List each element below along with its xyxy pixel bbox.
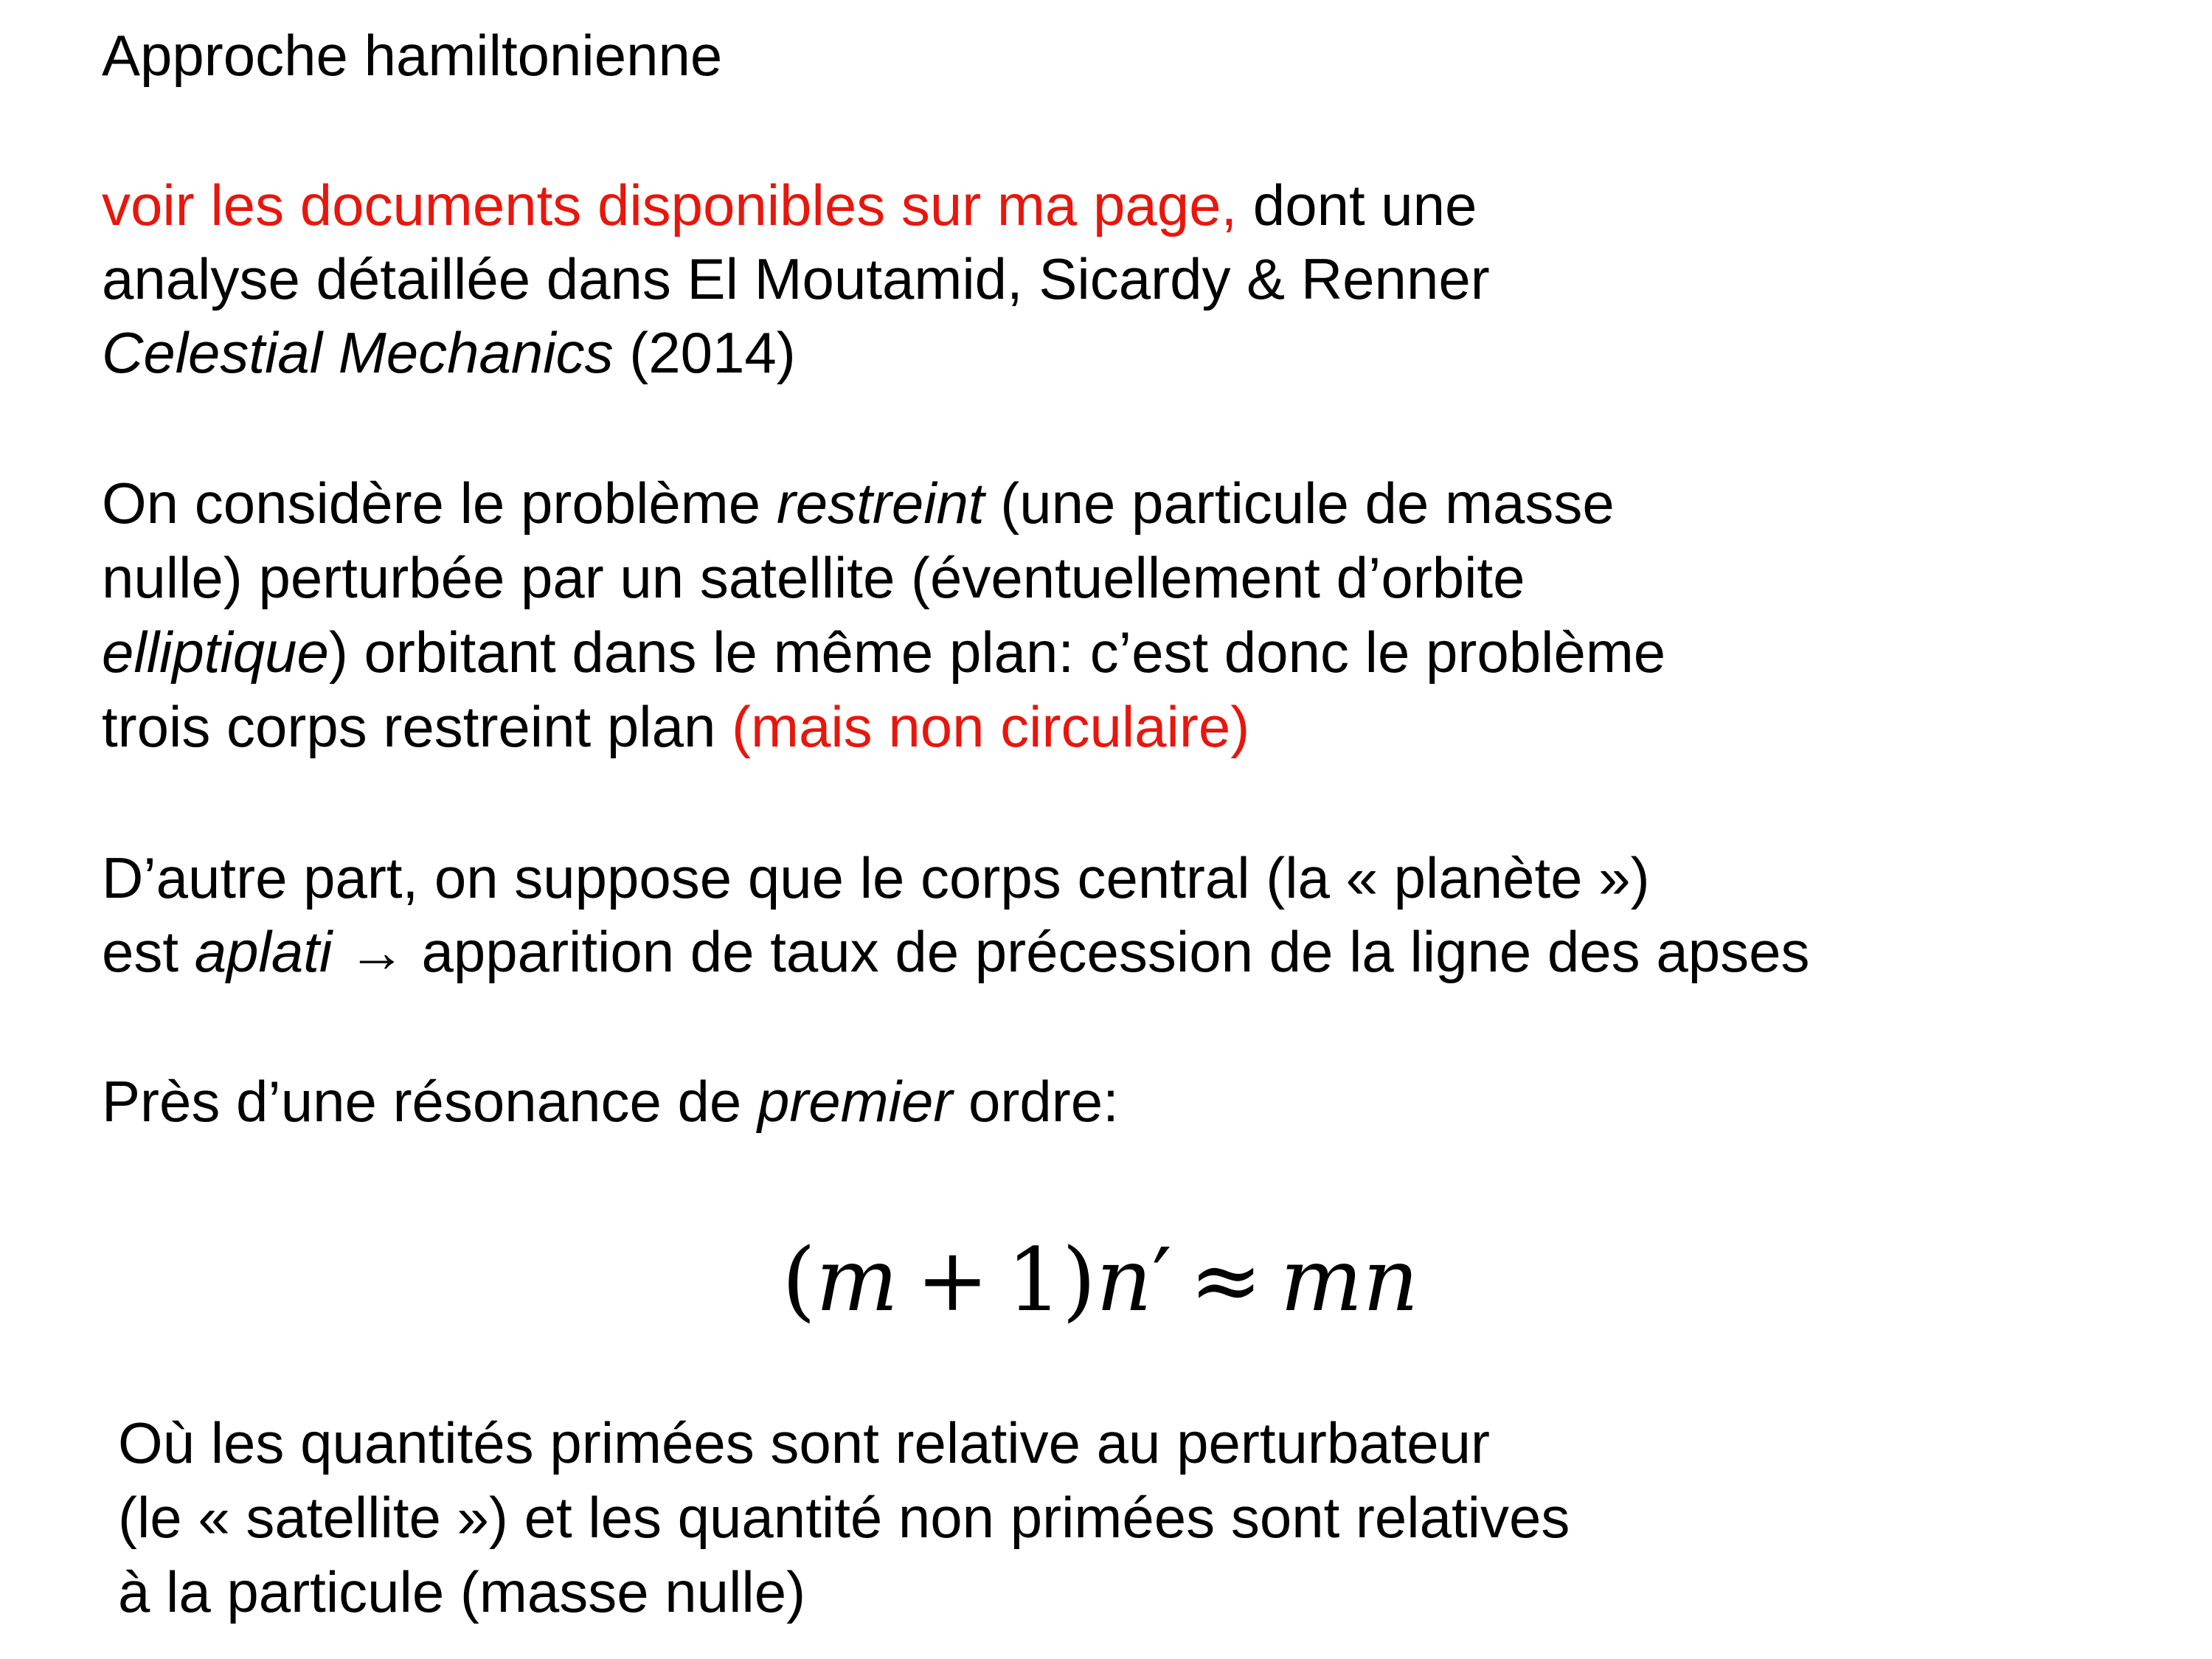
resonance-b: ordre: [952,1069,1119,1134]
reference-line-2: analyse détaillée dans El Moutamid, Sicardy & Renner [102,246,1490,311]
resonance-formula [782,1225,1419,1335]
aplati-emphasis: aplati [194,919,333,984]
problem-line-2: nulle) perturbée par un satellite (éventuellement d’orbite [102,545,1525,610]
journal-name: Celestial Mechanics [102,320,614,385]
slide-title: Approche hamiltonienne [102,23,723,88]
formula-n: n [1095,1229,1152,1331]
formula-approx: ≈ [1189,1229,1263,1331]
oblate-line-2-a: est [102,919,195,984]
note-line-2: (le « satellite ») et les quantité non primées sont relatives [118,1485,1570,1550]
formula-one: 1 [1006,1229,1062,1331]
note-line-1: Où les quantités primées sont relative au perturbateur [118,1410,1491,1475]
problem-line-4 [102,690,1249,763]
note-line-3: à la particule (masse nulle) [118,1559,806,1624]
oblate-line-2 [102,915,1810,988]
resonance-a: Près d’une résonance de [102,1069,757,1134]
formula-mn: mn [1280,1229,1419,1331]
formula-plus: + [915,1229,989,1331]
oblate-line-2-b: apparition de taux de précession de la ligne des apses [421,919,1810,984]
resonance-line [102,1064,1119,1138]
problem-line-4-a: trois corps restreint plan [102,694,732,759]
reference-line-3 [102,316,796,389]
restreint-emphasis: restreint [776,471,985,536]
problem-line-3 [102,615,1665,689]
arrow-right-icon: → [332,919,422,984]
formula-m: m [816,1229,898,1331]
reference-line-1 [102,168,1477,242]
problem-line-1-a: On considère le problème [102,471,777,536]
formula-rparen: ) [1061,1229,1096,1331]
elliptique-emphasis: elliptique [102,620,329,685]
problem-line-1 [102,466,1615,540]
reference-year: (2014) [613,320,796,385]
non-circular-highlight: (mais non circulaire) [732,694,1250,759]
formula-prime: ′ [1151,1229,1172,1331]
problem-line-1-b: (une particule de masse [984,471,1615,536]
premier-emphasis: premier [757,1069,953,1134]
reference-line-1-rest: dont une [1237,173,1477,238]
oblate-line-1: D’autre part, on suppose que le corps central (la « planète ») [102,845,1650,910]
formula-lparen: ( [782,1229,817,1331]
problem-line-3-b: ) orbitant dans le même plan: c’est donc le problème [328,620,1666,685]
documents-link-text[interactable]: voir les documents disponibles sur ma page, [102,173,1238,238]
